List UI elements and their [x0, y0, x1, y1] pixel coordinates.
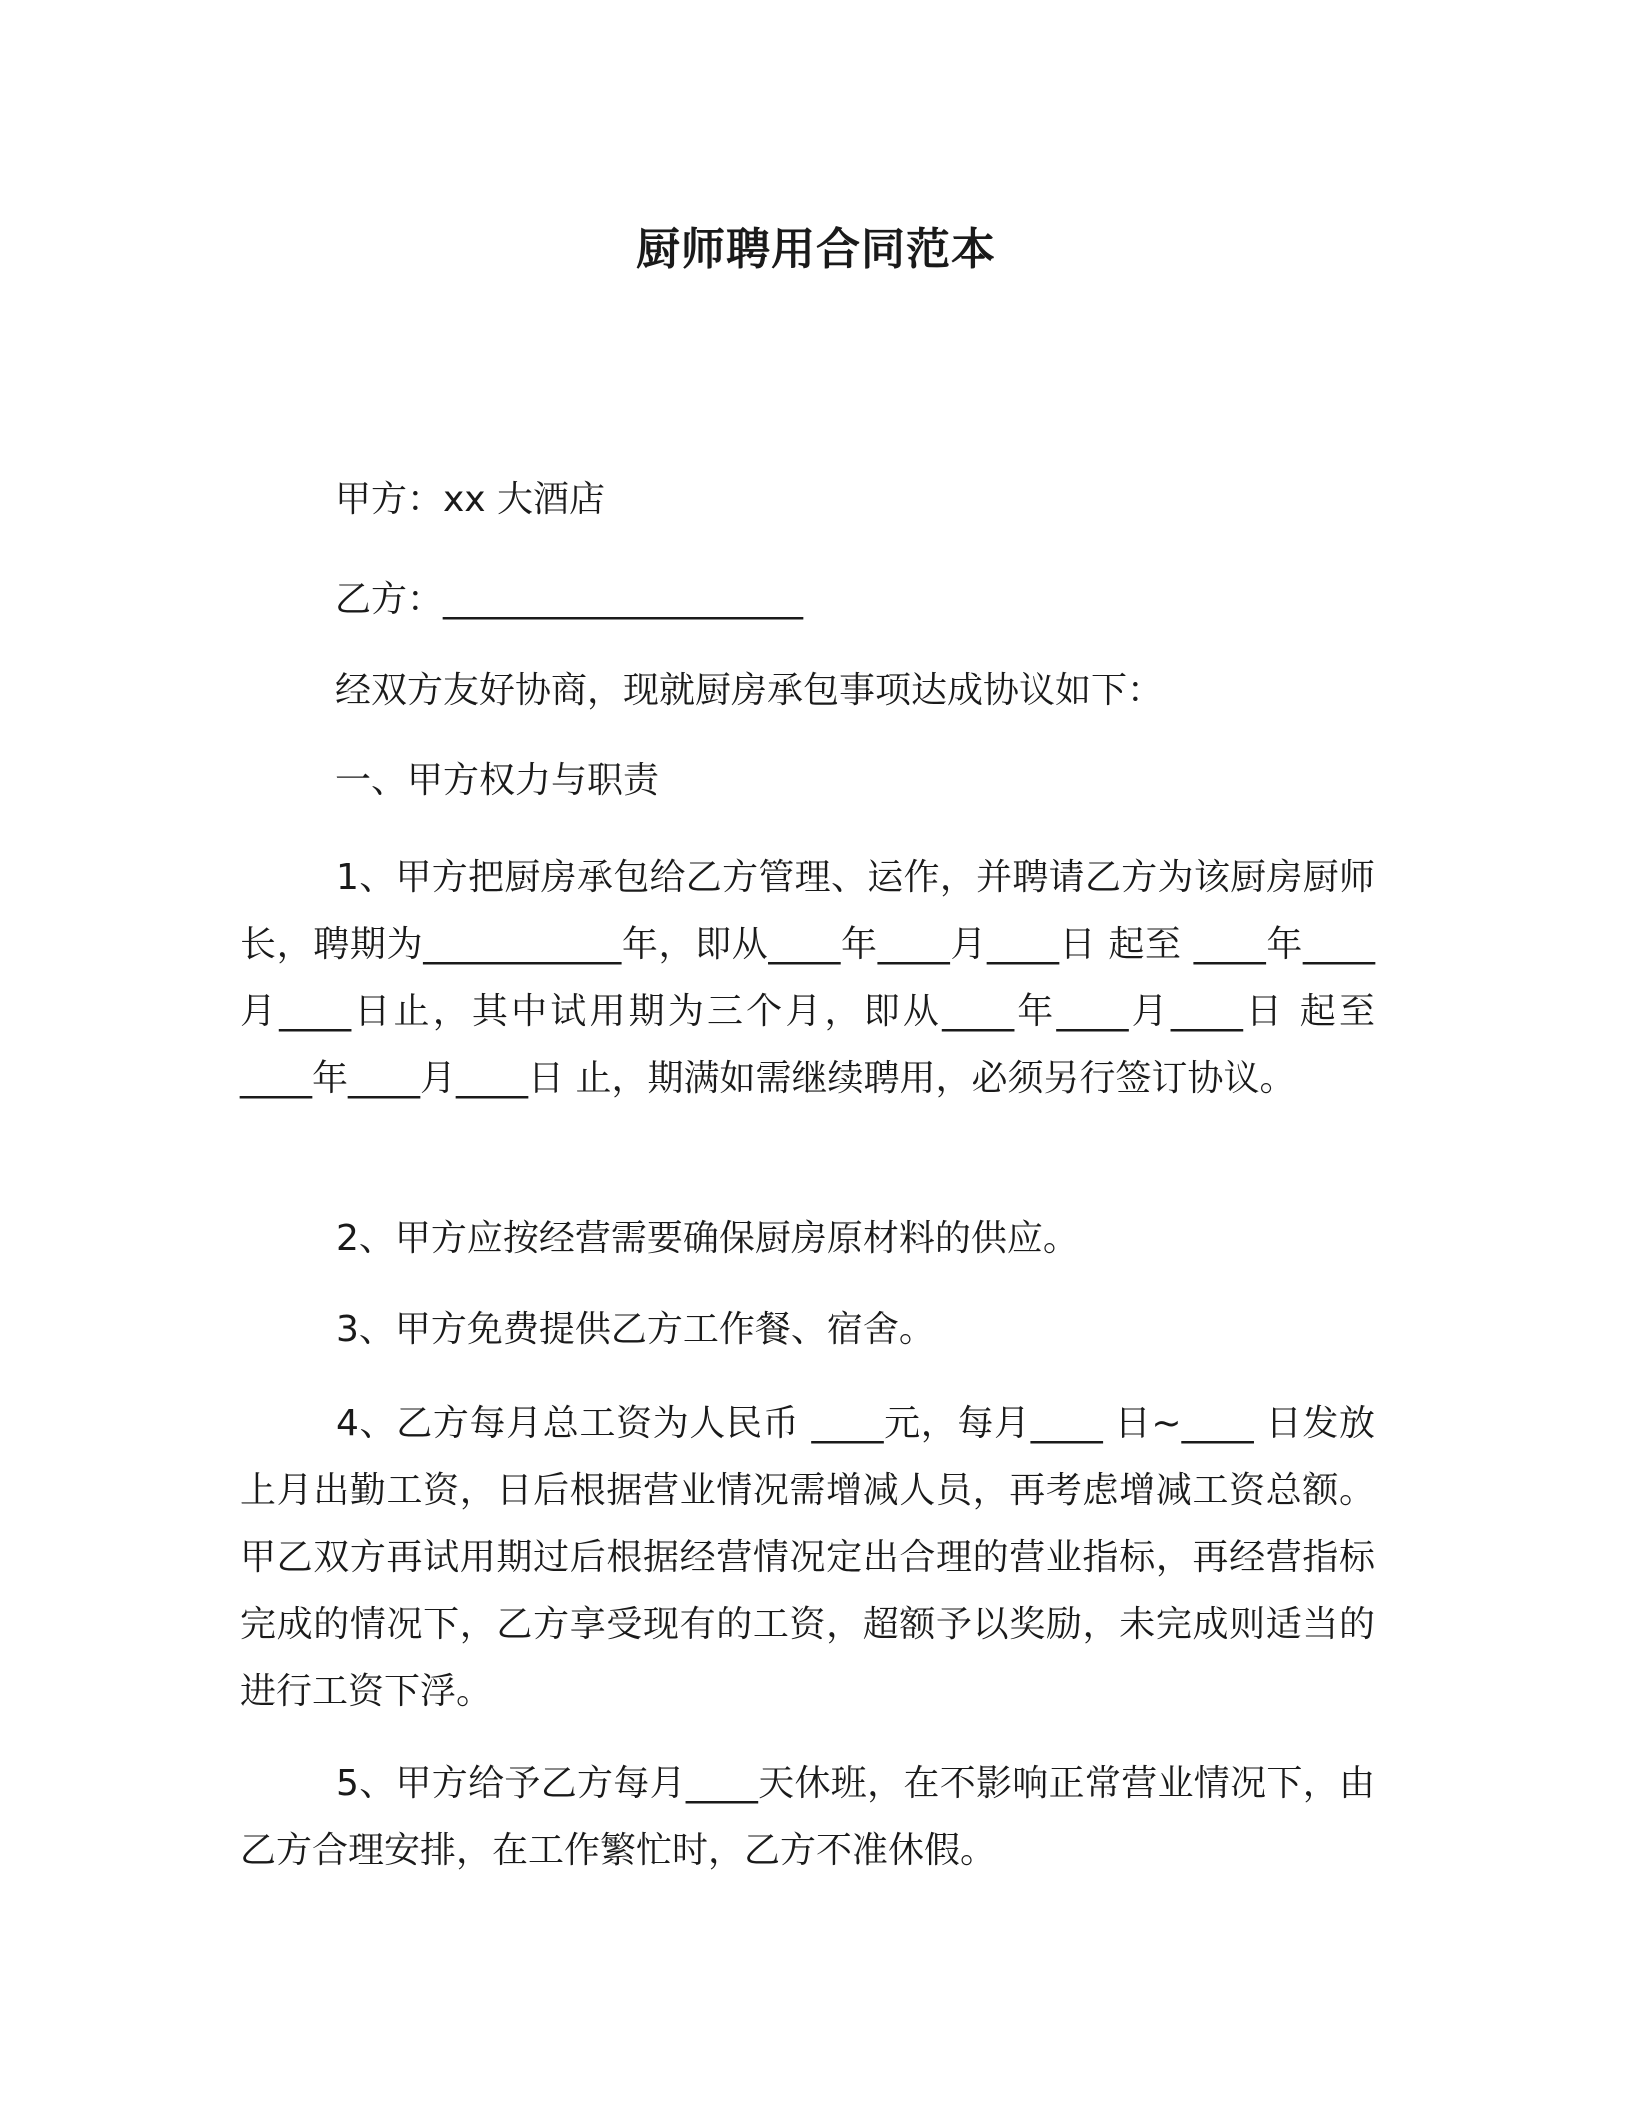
clause-1: 1、甲方把厨房承包给乙方管理、运作，并聘请乙方为该厨房厨师长，聘期为___________年，即从____年____月____日 起至 ____年____月____日止，其中试用期为三个月，即从____年____月____日 起至 ____年____月____日 止，期满如需继续聘用，必须另行签订协议。 [240, 857, 1375, 1099]
party-a-line: 甲方：xx 大酒店 [335, 479, 606, 520]
document-title: 厨师聘用合同范本 [636, 224, 996, 275]
intro-line: 经双方友好协商，现就厨房承包事项达成协议如下： [335, 670, 1164, 711]
clause-3: 3、甲方免费提供乙方工作餐、宿舍。 [336, 1309, 935, 1350]
section-heading: 一、甲方权力与职责 [335, 760, 660, 801]
clause-2: 2、甲方应按经营需要确保厨房原材料的供应。 [336, 1218, 1079, 1259]
clause-5: 5、甲方给予乙方每月____天休班，在不影响正常营业情况下，由乙方合理安排，在工作繁忙时，乙方不准休假。 [240, 1763, 1375, 1871]
clause-4: 4、乙方每月总工资为人民币 ____元，每月____ 日~____ 日发放上月出勤工资，日后根据营业情况需增减人员，再考虑增减工资总额。甲乙双方再试用期过后根据经营情况定出合理的营业指标，再经营指标完成的情况下，乙方享受现有的工资，超额予以奖励，未完成则适当的进行工资下浮。 [240, 1403, 1375, 1712]
party-b-line: 乙方：____________________ [335, 579, 804, 620]
